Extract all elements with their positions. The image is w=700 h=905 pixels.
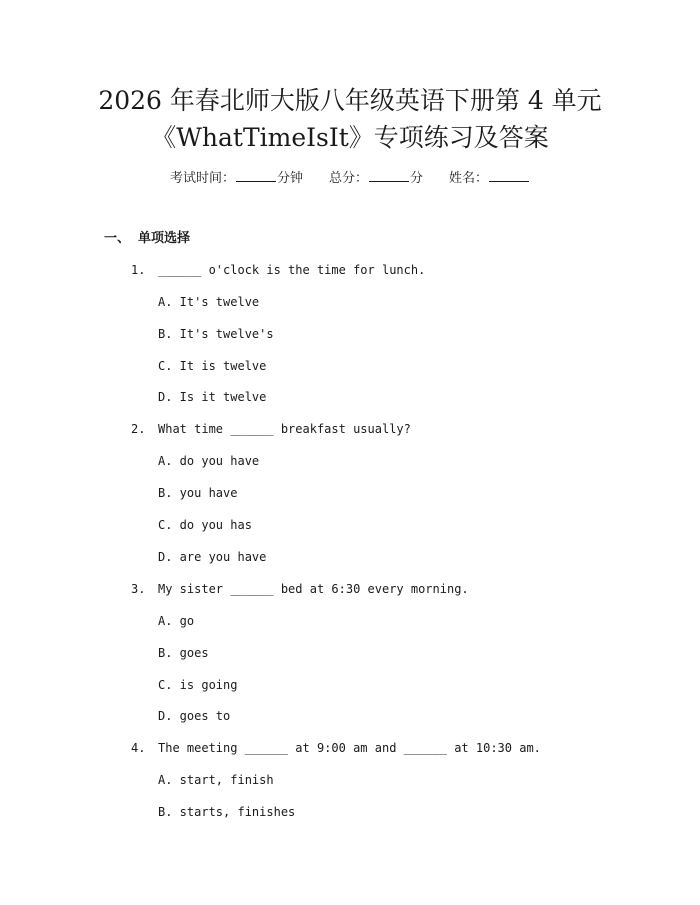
name-label: 姓名：: [449, 171, 489, 186]
section-title: 单项选择: [138, 231, 191, 246]
section-number: 一、: [104, 231, 131, 246]
question-text: ______ o'clock is the time for lunch.: [158, 263, 426, 277]
question-text: What time ______ breakfast usually?: [158, 422, 411, 436]
time-blank: [236, 168, 276, 182]
section-heading: [104, 229, 190, 249]
document-title-line-1: 2026 年春北师大版八年级英语下册第 4 单元: [98, 86, 602, 115]
answer-option: C. It is twelve: [158, 359, 267, 373]
question-number: 1.: [131, 263, 146, 277]
answer-option: A. It's twelve: [158, 295, 260, 309]
question-number: 2.: [131, 422, 146, 436]
answer-option: B. goes: [158, 646, 209, 660]
answer-option: A. do you have: [158, 454, 260, 468]
answer-option: B. you have: [158, 486, 238, 500]
exam-info-row: [0, 168, 700, 189]
time-unit: 分钟: [276, 171, 303, 186]
answer-option: A. go: [158, 614, 195, 628]
question-text: My sister ______ bed at 6:30 every morning.: [158, 582, 469, 596]
answer-option: A. start, finish: [158, 773, 274, 787]
answer-option: C. is going: [158, 678, 238, 692]
score-unit: 分: [410, 171, 424, 186]
answer-option: D. goes to: [158, 709, 231, 723]
time-label: 考试时间：: [169, 171, 235, 186]
answer-option: B. starts, finishes: [158, 805, 296, 819]
answer-option: B. It's twelve's: [158, 327, 274, 341]
document-title-line-2: 《WhatTimeIsIt》专项练习及答案: [151, 123, 549, 152]
name-blank: [489, 168, 529, 182]
question-text: The meeting ______ at 9:00 am and ______ at 10:30 am.: [158, 741, 541, 755]
score-blank: [369, 168, 409, 182]
answer-option: D. Is it twelve: [158, 390, 267, 404]
score-label: 总分：: [328, 171, 368, 186]
answer-option: C. do you has: [158, 518, 252, 532]
question-number: 3.: [131, 582, 146, 596]
question-number: 4.: [131, 741, 146, 755]
answer-option: D. are you have: [158, 550, 267, 564]
